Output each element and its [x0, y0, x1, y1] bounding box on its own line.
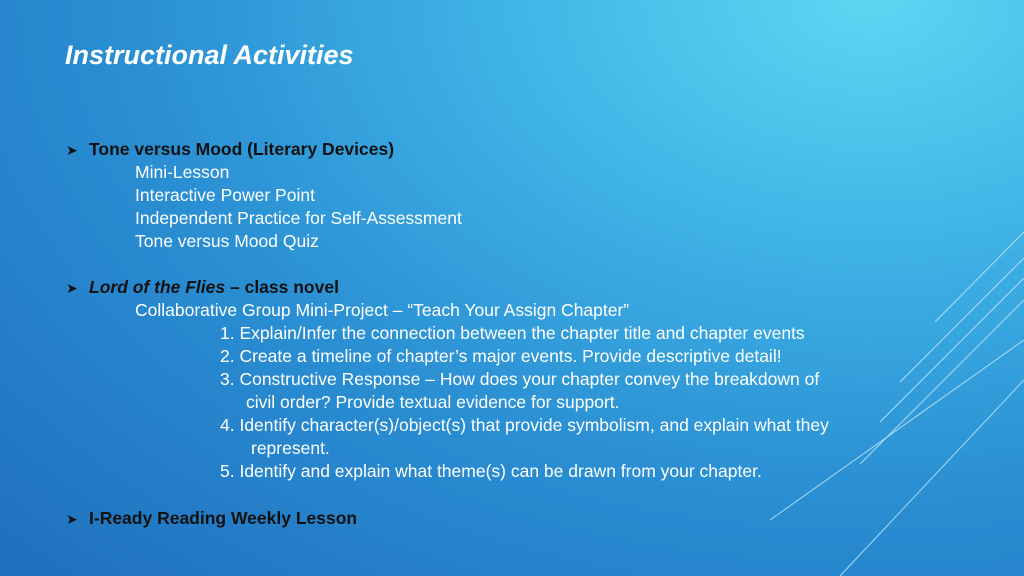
bullet-tone-vs-mood	[66, 138, 394, 161]
step-item: civil order? Provide textual evidence for support.	[246, 392, 620, 412]
section-heading: – class novel	[225, 277, 339, 297]
list-item: Mini-Lesson	[135, 162, 230, 182]
bullet-iready	[66, 507, 357, 530]
list-item: Independent Practice for Self-Assessment	[135, 208, 462, 228]
novel-title: Lord of the Flies	[89, 277, 226, 297]
slide-title: Instructional Activities	[65, 40, 354, 70]
list-item: Interactive Power Point	[135, 185, 315, 205]
step-item: 5. Identify and explain what theme(s) can be drawn from your chapter.	[220, 461, 762, 481]
step-item: 3. Constructive Response – How does your chapter convey the breakdown of	[220, 369, 820, 389]
step-item: 1. Explain/Infer the connection between the chapter title and chapter events	[220, 323, 805, 343]
arrow-bullet-icon: ➤	[66, 511, 78, 527]
arrow-bullet-icon: ➤	[66, 280, 78, 296]
step-item: represent.	[251, 438, 330, 458]
list-item: Collaborative Group Mini-Project – “Teach Your Assign Chapter”	[135, 300, 630, 320]
step-item: 2. Create a timeline of chapter’s major events. Provide descriptive detail!	[220, 346, 782, 366]
step-item: 4. Identify character(s)/object(s) that provide symbolism, and explain what they	[220, 415, 829, 435]
section-heading: Tone versus Mood (Literary Devices)	[89, 139, 395, 159]
section-heading: I-Ready Reading Weekly Lesson	[89, 508, 358, 528]
arrow-bullet-icon: ➤	[66, 142, 78, 158]
bullet-lord-of-the-flies	[66, 276, 339, 299]
list-item: Tone versus Mood Quiz	[135, 231, 319, 251]
